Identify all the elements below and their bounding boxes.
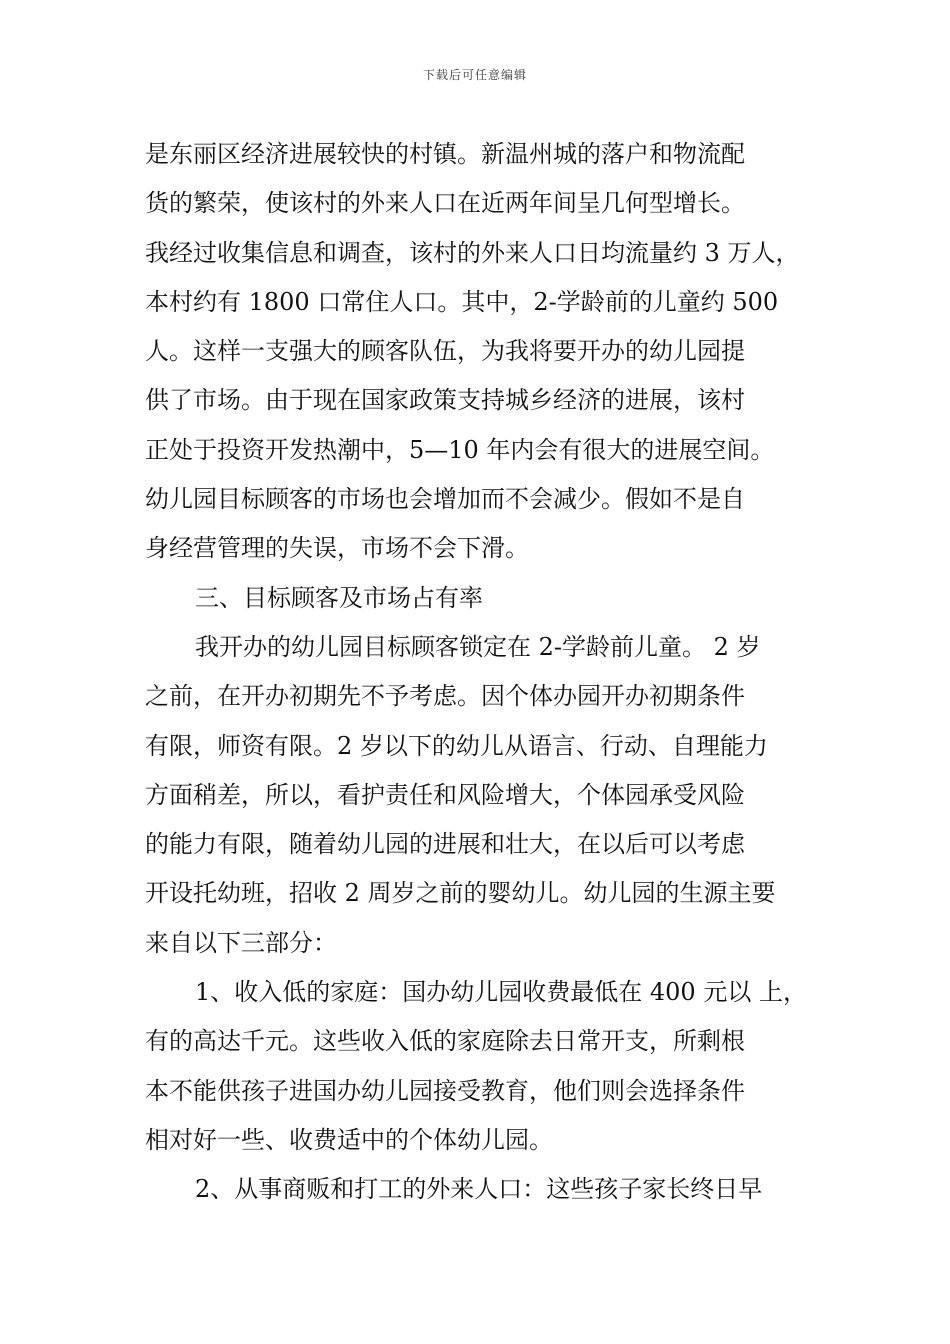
text-line: 我经过收集信息和调查，该村的外来人口日均流量约 3 万人， xyxy=(145,238,800,267)
text-line: 1、收入低的家庭：国办幼儿园收费最低在 400 元以 上， xyxy=(195,978,807,1007)
text-line: 身经营管理的失误，市场不会下滑。 xyxy=(145,534,529,563)
text-line: 本村约有 1800 口常住人口。其中，2-学龄前的儿童约 500 xyxy=(145,287,779,316)
text-line: 正处于投资开发热潮中，5—10 年内会有很大的进展空间。 xyxy=(145,435,775,464)
text-line: 我开办的幼儿园目标顾客锁定在 2-学龄前儿童。 2 岁 xyxy=(195,632,761,661)
text-line: 的能力有限，随着幼儿园的进展和壮大，在以后可以考虑 xyxy=(145,830,745,859)
document-body xyxy=(145,130,810,1215)
text-line: 相对好一些、收费适中的个体幼儿园。 xyxy=(145,1125,553,1154)
text-line: 幼儿园目标顾客的市场也会增加而不会减少。假如不是自 xyxy=(145,485,745,514)
text-line: 方面稍差，所以，看护责任和风险增大，个体园承受风险 xyxy=(145,780,745,809)
text-line: 供了市场。由于现在国家政策支持城乡经济的进展，该村 xyxy=(145,386,745,415)
text-line: 来自以下三部分： xyxy=(145,928,337,957)
text-line: 有限，师资有限。2 岁以下的幼儿从语言、行动、自理能力 xyxy=(145,731,768,760)
text-line: 货的繁荣，使该村的外来人口在近两年间呈几何型增长。 xyxy=(145,189,745,218)
page-header: 下载后可任意编辑 xyxy=(422,68,527,82)
text-line: 开设托幼班，招收 2 周岁之前的婴幼儿。幼儿园的生源主要 xyxy=(145,879,776,908)
text-line: 三、目标顾客及市场占有率 xyxy=(195,583,483,612)
text-line: 2、从事商贩和打工的外来人口：这些孩子家长终日早 xyxy=(195,1175,763,1204)
text-line: 本不能供孩子进国办幼儿园接受教育，他们则会选择条件 xyxy=(145,1076,745,1105)
text-line: 有的高达千元。这些收入低的家庭除去日常开支，所剩根 xyxy=(145,1027,745,1056)
text-line: 之前，在开办初期先不予考虑。因个体办园开办初期条件 xyxy=(145,682,745,711)
text-line: 是东丽区经济进展较快的村镇。新温州城的落户和物流配 xyxy=(145,140,745,168)
text-line: 人。这样一支强大的顾客队伍，为我将要开办的幼儿园提 xyxy=(145,337,745,366)
